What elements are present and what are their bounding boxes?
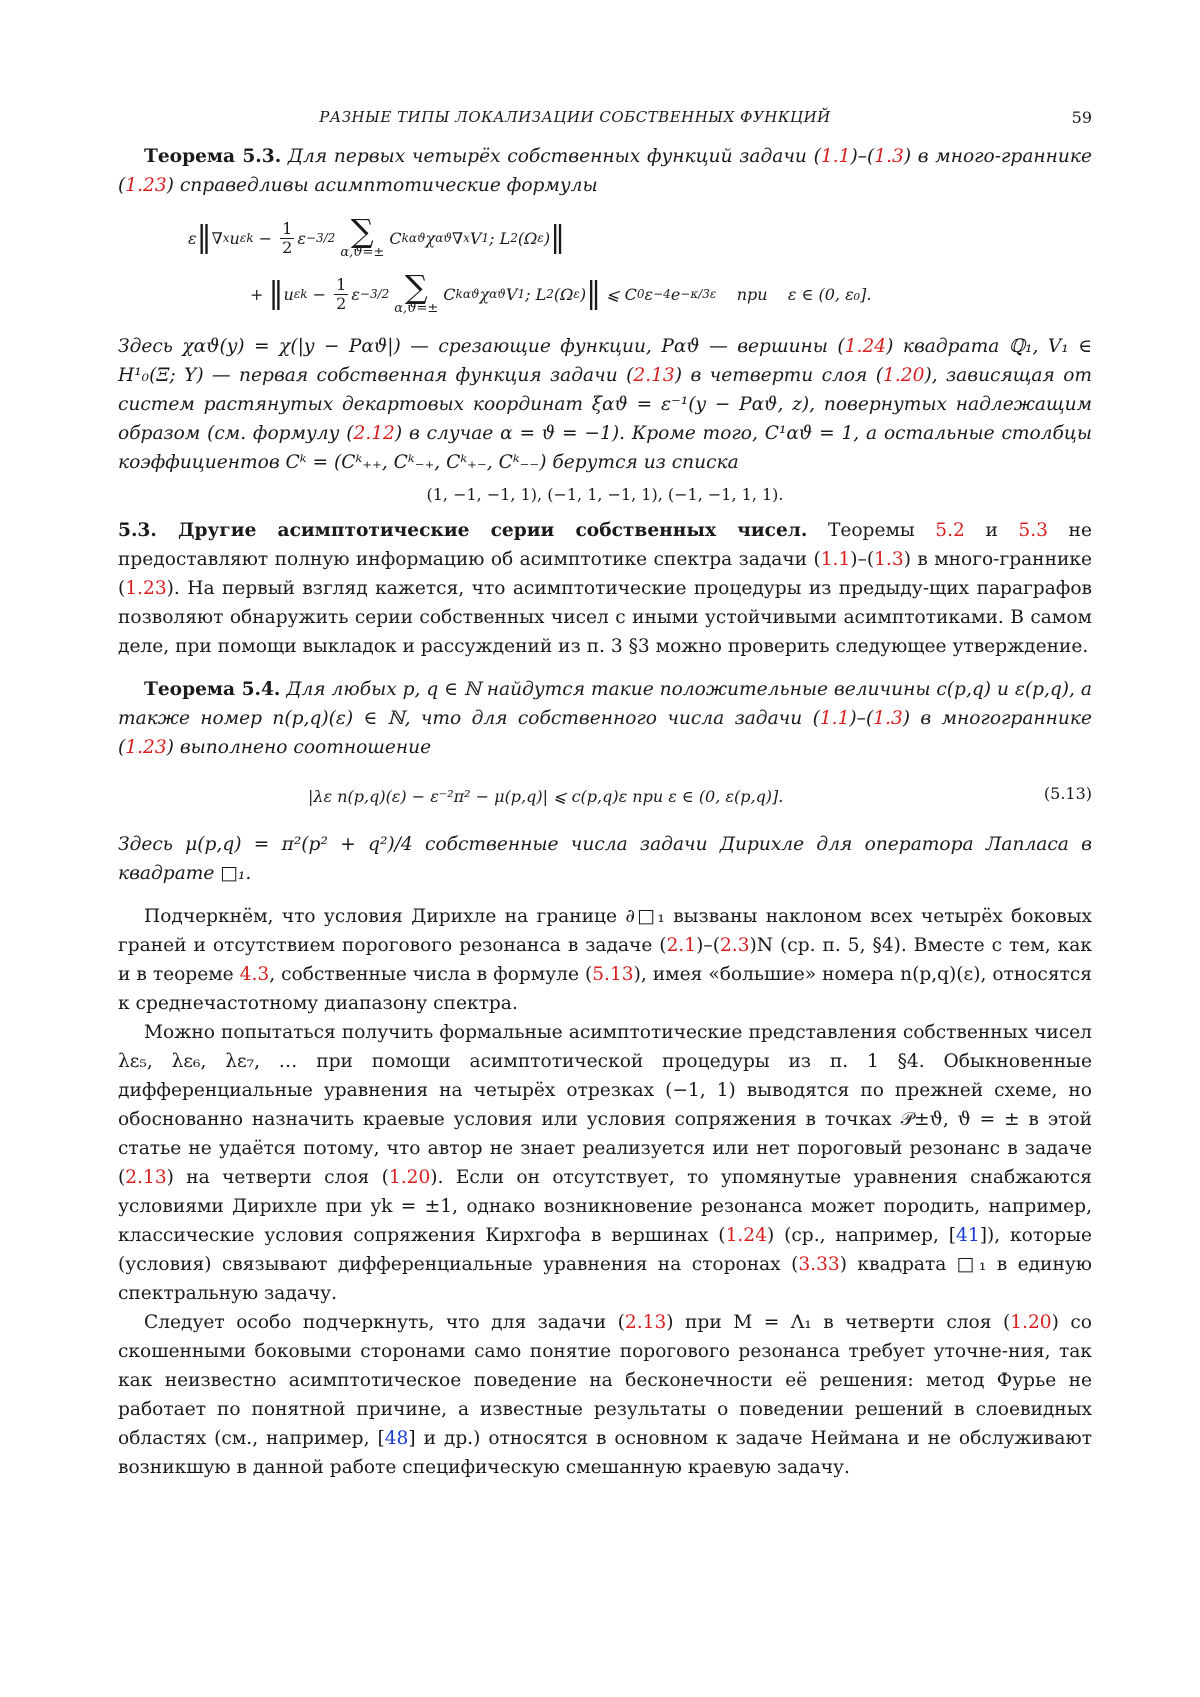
theorem-5-4-statement: Теорема 5.4. Для любых p, q ∈ ℕ найдутся такие положительные величины c(p,q) и ε(p,q), а также номер n(p,q)(ε) ∈ ℕ, что для собственного числа задачи (1.1)–(1.3) в многограннике (1.23) выполнено соотношение [118,679,1092,758]
theorem-ref[interactable]: 5.2 [935,520,965,541]
page [118,100,1092,1482]
equation-ref[interactable]: 1.20 [1010,1312,1052,1333]
formula-line-2: + ‖ u ε k − $\frac{1}{2}$ ε −3/2 ∑ α,ϑ=± C k αϑ χ αϑ V 1 ; L 2 (Ω ε ) ‖ ⩽ C 0 ε −4 e −κ/3ε при ε ∈ (0, ε₀]. [250,268,872,316]
equation-ref[interactable]: 1.3 [874,146,904,167]
section-5-3-paragraph: 5.3. Другие асимптотические серии собственных чисел. Теоремы 5.2 и 5.3 не предоставляют полную информацию об асимптотике спектра задачи (1.1)–(1.3) в много-граннике (1.23). На первый взгляд кажется, что асимптотические процедуры из предыду-щих параграфов позволяют обнаружить серии собственных чисел с иными устойчивыми асимптотиками. В самом деле, при помощи выкладок и рассуждений из п. 3 §3 можно проверить следующее утверждение. [118,520,1092,657]
equation-ref[interactable]: 1.20 [388,1167,431,1188]
paragraph-2: Можно попытаться получить формальные асимптотические представления собственных чисел λε₅, λε₆, λε₇, … при помощи асимптотической процедуры из п. 1 §4. Обыкновенные дифференциальные уравнения на четырёх отрезках (−1, 1) выводятся по прежней схеме, но обоснованно назначить краевые условия или условия сопряжения в точках 𝒫±ϑ, ϑ = ± в этой статье не удаётся потому, что автор не знает реализуется или нет пороговый резонанс в задаче (2.13) на четверти слоя (1.20). Если он отсутствует, то упомянутые уравнения снабжаются условиями Дирихле при yk = ±1, однако возникновение резонанса может породить, например, классические условия сопряжения Кирхгофа в вершинах (1.24) (ср., например, [41]), которые (условия) связывают дифференциальные уравнения на сторонах (3.33) квадрата □₁ в единую спектральную задачу. [118,1022,1093,1304]
theorem-5-3-explanation: Здесь χαϑ(y) = χ(|y − Pαϑ|) — срезающие функции, Pαϑ — вершины (1.24) квадрата ℚ₁, V₁ ∈ H¹₀(Ξ; Υ) — первая собственная функция задачи (2.13) в четверти слоя (1.20), зависящая от систем растянутых декартовых координат ξαϑ = ε⁻¹(y − Pαϑ, z), повернутых надлежащим образом (см. формулу (2.12) в случае α = ϑ = −1). Кроме того, C¹αϑ = 1, а остальные столбцы коэффициентов Cᵏ = (Cᵏ₊₊, Cᵏ₋₊, Cᵏ₊₋, Cᵏ₋₋) берутся из списка [118,336,1093,473]
section-heading: 5.3. Другие асимптотические серии собственных чисел. [118,520,808,541]
formula-line-1: ε ‖ ∇ x u ε k − $\frac{1}{2}$ ε −3/2 ∑ α,ϑ=± C k αϑ χ αϑ ∇ x V 1 ; L 2 (Ω ε ) ‖ [188,212,566,260]
page-header [118,100,1092,130]
equation-5-13-body: |λε n(p,q)(ε) − ε⁻²π² − μ(p,q)| ⩽ c(p,q)ε при ε ∈ (0, ε(p,q)]. [308,786,784,806]
equation-ref[interactable]: 1.23 [125,578,167,599]
theorem-5-3-statement: Теорема 5.3. Для первых четырёх собственных функций задачи (1.1)–(1.3) в много-граннике (1.23) справедливы асимптотические формулы [118,146,1092,196]
theorem-ref[interactable]: 4.3 [239,964,270,985]
equation-ref[interactable]: 2.1 [666,935,697,956]
coefficient-list: (1, −1, −1, 1), (−1, 1, −1, 1), (−1, −1, 1, 1). [426,485,784,504]
equation-ref[interactable]: 2.13 [633,365,675,386]
equation-ref[interactable]: 1.1 [819,708,850,729]
equation-ref[interactable]: 3.33 [798,1254,840,1275]
theorem-label: Теорема 5.4. [144,679,281,700]
paragraph-3: Следует особо подчеркнуть, что для задачи (2.13) при M = Λ₁ в четверти слоя (1.20) со скошенными боковыми сторонами само понятие порогового резонанса требует уточне-ния, так как неизвестно асимптотическое поведение на бесконечности её решения: метод Фурье не работает по понятной причине, а известные результаты о поведении решений в слоевидных областях (см., например, [48] и др.) относятся в основном к задаче Неймана и не обслуживают возникшую в данной работе специфическую смешанную краевую задачу. [118,1312,1092,1478]
equation-ref[interactable]: 1.23 [125,175,167,196]
equation-ref[interactable]: 1.24 [844,336,887,357]
equation-ref[interactable]: 1.1 [820,146,851,167]
equation-ref[interactable]: 1.3 [873,708,903,729]
theorem-ref[interactable]: 5.3 [1018,520,1048,541]
page-number: 59 [1071,108,1092,127]
equation-ref[interactable]: 2.13 [125,1167,167,1188]
running-title: РАЗНЫЕ ТИПЫ ЛОКАЛИЗАЦИИ СОБСТВЕННЫХ ФУНКЦИЙ [319,108,831,126]
equation-ref[interactable]: 1.3 [874,549,904,570]
equation-number: (5.13) [1043,784,1092,803]
equation-ref[interactable]: 1.20 [883,365,925,386]
equation-ref[interactable]: 1.24 [725,1225,767,1246]
equation-ref[interactable]: 2.12 [353,423,395,444]
equation-ref[interactable]: 2.3 [719,935,750,956]
theorem-5-4-explanation: Здесь μ(p,q) = π²(p² + q²)/4 собственные числа задачи Дирихле для оператора Лапласа в квадрате □₁. [118,834,1092,884]
citation-link[interactable]: 48 [384,1428,409,1449]
citation-link[interactable]: 41 [956,1225,980,1246]
theorem-label: Теорема 5.3. [144,146,282,167]
equation-5-13 [118,776,1092,816]
equation-ref[interactable]: 1.1 [820,549,851,570]
paragraph-1: Подчеркнём, что условия Дирихле на границе ∂□₁ вызваны наклоном всех четырёх боковых граней и отсутствием порогового резонанса в задаче (2.1)–(2.3)N (ср. п. 5, §4). Вместе с тем, как и в теореме 4.3, собственные числа в формуле (5.13), имея «большие» номера n(p,q)(ε), относятся к среднечастотному диапазону спектра. [118,906,1092,1014]
asymptotic-formula [118,210,1092,322]
equation-ref[interactable]: 1.23 [125,737,167,758]
equation-ref[interactable]: 5.13 [592,964,634,985]
equation-ref[interactable]: 2.13 [624,1312,667,1333]
